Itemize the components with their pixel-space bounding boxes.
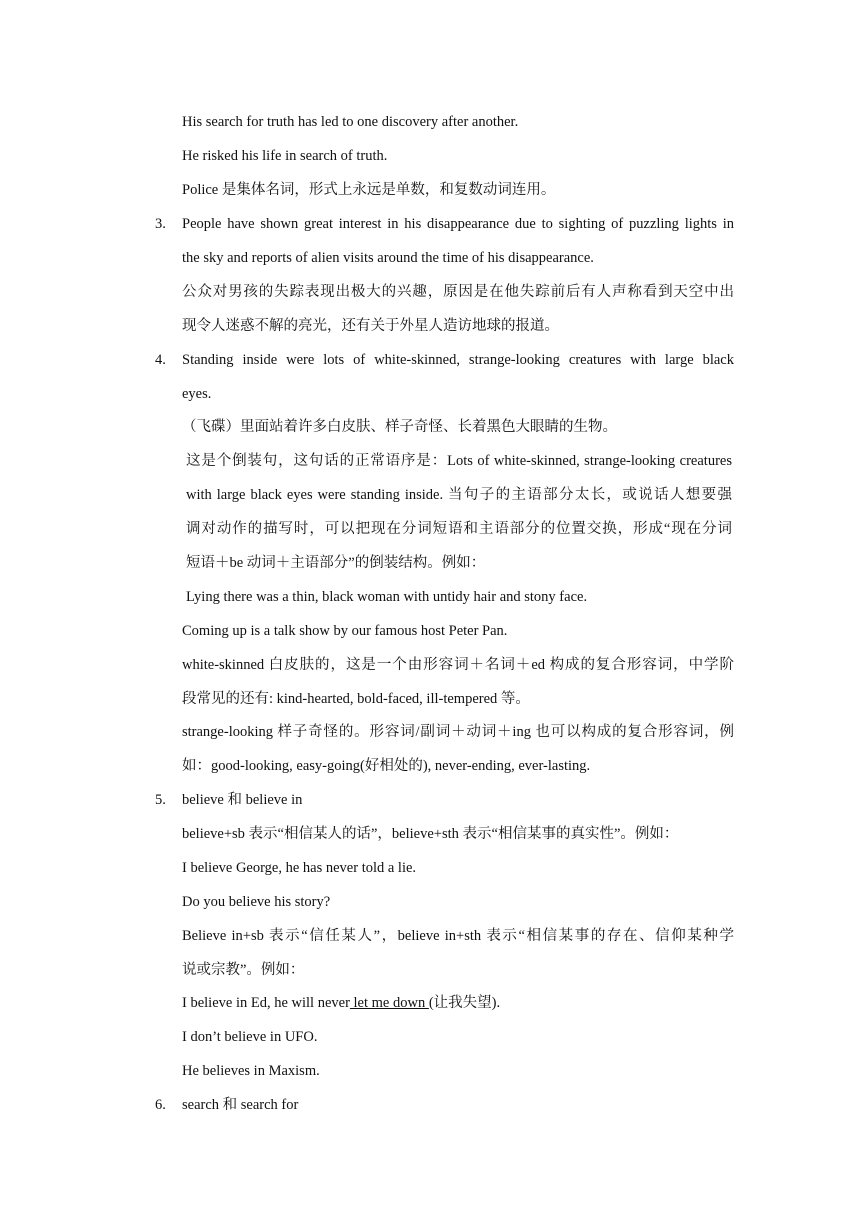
- explanation-text: believe+sb 表示“相信某人的话”，believe+sth 表示“相信某事的真实性”。例如：: [182, 826, 679, 842]
- item-text: eyes.: [182, 386, 212, 402]
- explanation-text: 短语＋be 动词＋主语部分”的倒装结构。例如：: [186, 555, 486, 571]
- item-heading: search 和 search for: [182, 1097, 299, 1113]
- example-sentence: I don’t believe in UFO.: [182, 1029, 318, 1045]
- example-sentence: His search for truth has led to one discovery after another.: [182, 114, 519, 130]
- item-number: 3.: [155, 216, 166, 232]
- explanation-text: 这是个倒装句，这句话的正常语序是：Lots of white-skinned, strange-looking creatures: [186, 453, 732, 469]
- explanation-text: 调对动作的描写时，可以把现在分词短语和主语部分的位置交换，形成“现在分词: [186, 521, 732, 537]
- example-sentence: Lying there was a thin, black woman with untidy hair and stony face.: [186, 589, 588, 605]
- translation-text: 现令人迷惑不解的亮光，还有关于外星人造访地球的报道。: [182, 318, 559, 334]
- item-heading: believe 和 believe in: [182, 792, 303, 808]
- item-number: 5.: [155, 792, 166, 808]
- example-part: (让我失望).: [428, 995, 501, 1011]
- explanation-text: strange-looking 样子奇怪的。形容词/副词＋动词＋ing 也可以构成的复合形容词，例: [182, 724, 734, 740]
- example-sentence: He believes in Maxism.: [182, 1063, 320, 1079]
- example-sentence: Coming up is a talk show by our famous host Peter Pan.: [182, 623, 508, 639]
- item-number: 4.: [155, 352, 166, 368]
- explanation-text: white-skinned 白皮肤的，这是一个由形容词＋名词＋ed 构成的复合形容词，中学阶: [182, 657, 734, 673]
- underlined-phrase: let me down: [349, 995, 429, 1011]
- translation-text: 公众对男孩的失踪表现出极大的兴趣，原因是在他失踪前后有人声称看到天空中出: [182, 284, 734, 300]
- explanation-text: 如：good-looking, easy-going(好相处的), never-ending, ever-lasting.: [182, 758, 591, 774]
- explanation-text: 段常见的还有: kind-hearted, bold-faced, ill-tempered 等。: [182, 691, 530, 707]
- item-text: People have shown great interest in his disappearance due to sighting of puzzling lights in: [182, 216, 734, 232]
- example-sentence: Do you believe his story?: [182, 894, 331, 910]
- item-text: Standing inside were lots of white-skinned, strange-looking creatures with large black: [182, 352, 734, 368]
- example-part: I believe in Ed, he will never: [182, 995, 350, 1011]
- translation-text: （飞碟）里面站着许多白皮肤、样子奇怪、长着黑色大眼睛的生物。: [182, 419, 617, 435]
- example-sentence: He risked his life in search of truth.: [182, 148, 388, 164]
- item-text: the sky and reports of alien visits around the time of his disappearance.: [182, 250, 594, 266]
- note-text: Police 是集体名词，形式上永远是单数，和复数动词连用。: [182, 182, 556, 198]
- item-number: 6.: [155, 1097, 166, 1113]
- explanation-text: Believe in+sb 表示“信任某人”，believe in+sth 表示“相信某事的存在、信仰某种学: [182, 928, 734, 944]
- example-sentence: I believe George, he has never told a lie.: [182, 860, 417, 876]
- explanation-text: with large black eyes were standing inside. 当句子的主语部分太长，或说话人想要强: [186, 487, 732, 503]
- example-sentence: [182, 993, 734, 1013]
- explanation-text: 说或宗教”。例如：: [182, 962, 305, 978]
